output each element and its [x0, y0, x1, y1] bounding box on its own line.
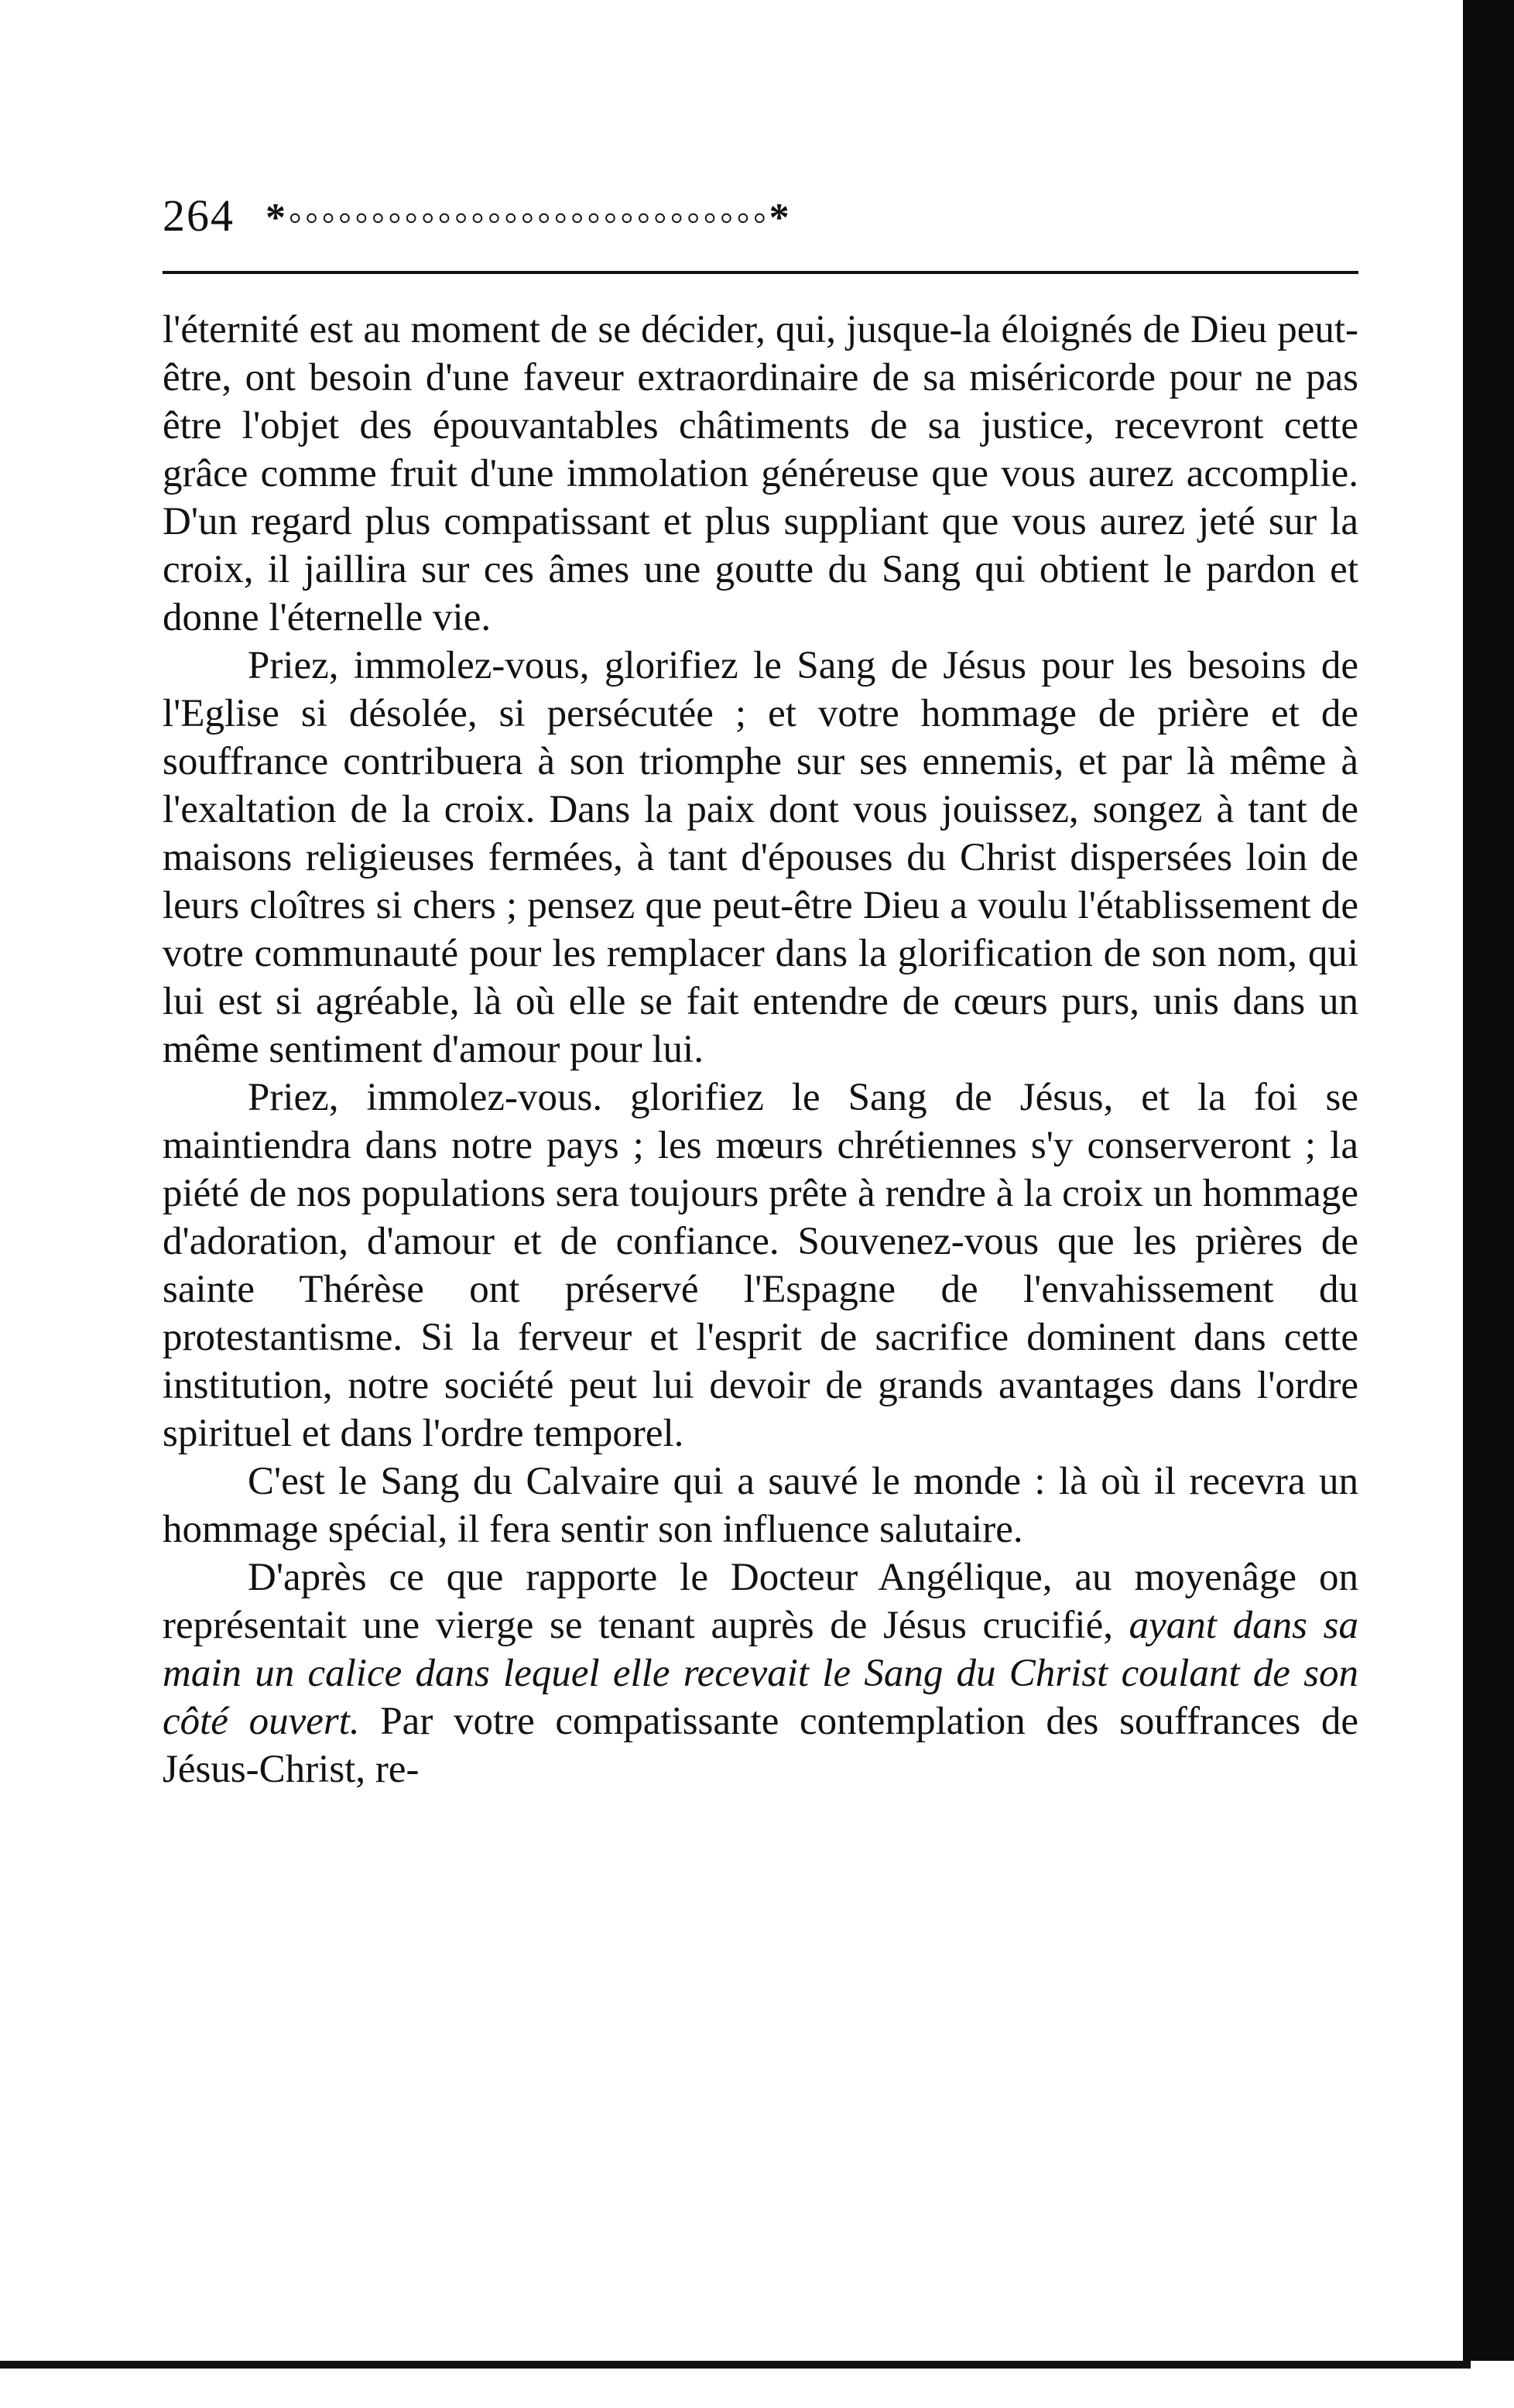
ornamental-running-title: *◦◦◦◦◦◦◦◦◦◦◦◦◦◦◦◦◦◦◦◦◦◦◦◦◦◦◦◦◦* [265, 198, 792, 238]
paragraph-2: Priez, immolez-vous, glorifiez le Sang de Jésus pour les besoins de l'Eglise si désolée, si persécutée ; et votre hommage de prière et de souffrance contribuera à son triomphe sur ses ennemis, et par là même à l'exaltation de la croix. Dans la paix dont vous jouissez, songez à tant de maisons religieuses fermées, à tant d'épouses du Christ dispersées loin de leurs cloîtres si chers ; pensez que peut-être Dieu a voulu l'établissement de votre communauté pour les remplacer dans la glorification de son nom, qui lui est si agréable, là où elle se fait entendre de cœurs purs, unis dans un même sentiment d'amour pour lui. [163, 644, 1358, 1071]
paragraph-1: l'éternité est au moment de se décider, qui, jusque-la éloignés de Dieu peut-être, ont besoin d'une faveur extraordinaire de sa miséricorde pour ne pas être l'objet des épouvantables châtiments de sa justice, recevront cette grâce comme fruit d'une immolation généreuse que vous aurez accomplie. D'un regard plus compatissant et plus suppliant que vous aurez jeté sur la croix, il jaillira sur ces âmes une goutte du Sang qui obtient le pardon et donne l'éternelle vie. [163, 308, 1358, 639]
running-head [163, 176, 1355, 241]
paragraph-5 [163, 1553, 1358, 1793]
scan-dark-edge-right [1463, 0, 1514, 2408]
page-number: 264 [163, 190, 235, 241]
header-rule [163, 271, 1358, 274]
paragraph-5-text-after: Par votre compatissante contemplation des souffrances de Jésus-Christ, re- [163, 1700, 1359, 1791]
scan-edge-bottom [0, 2361, 1514, 2408]
paragraph-4: C'est le Sang du Calvaire qui a sauvé le monde : là où il recevra un hommage spécial, il fera sentir son influence salutaire. [163, 1460, 1358, 1551]
body-text [163, 306, 1358, 1793]
paragraph-5-text-before: D'après ce que rapporte le Docteur Angélique, au moyenâge on représentait une vierge se tenant auprès de Jésus crucifié, [163, 1556, 1358, 1647]
paragraph-5-italic-text: ayant dans sa main un calice dans lequel elle recevait le Sang du Christ coulant de son côté ouvert. [163, 1604, 1359, 1743]
paragraph-3: Priez, immolez-vous. glorifiez le Sang de Jésus, et la foi se maintiendra dans notre pays ; les mœurs chrétiennes s'y conserveront ; la piété de nos populations sera toujours prête à rendre à la croix un hommage d'adoration, d'amour et de confiance. Souvenez-vous que les prières de sainte Thérèse ont préservé l'Espagne de l'envahissement du protestantisme. Si la ferveur et l'esprit de sacrifice dominent dans cette institution, notre société peut lui devoir de grands avantages dans l'ordre spirituel et dans l'ordre temporel. [163, 1076, 1358, 1455]
